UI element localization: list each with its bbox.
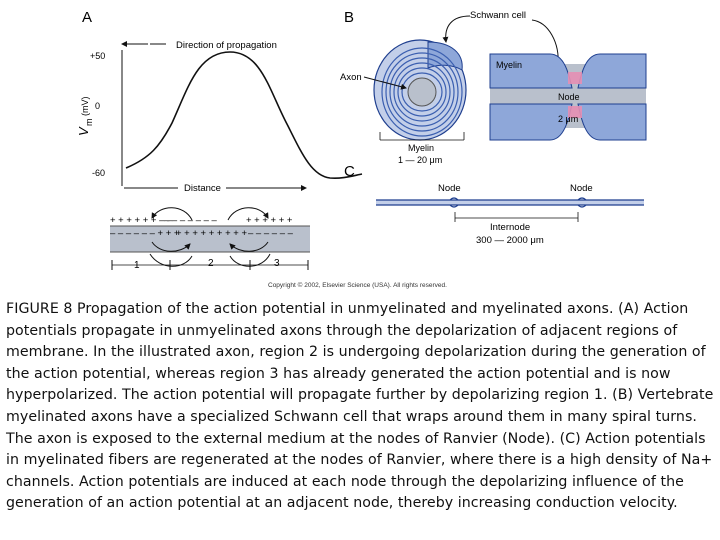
charges-outer-right: + + + + + + xyxy=(246,215,293,226)
copyright: Copyright © 2002, Elsevier Science (USA). All rights reserved. xyxy=(268,282,447,289)
schwann-arrow-left xyxy=(446,16,470,42)
charges-outer-left: + + + + + + – – xyxy=(110,215,173,226)
region-2: 2 xyxy=(208,258,214,269)
figure-svg xyxy=(76,8,648,293)
charges-inner-right: – – – – – – xyxy=(248,228,293,239)
myelin-size-label: 1 — 20 μm xyxy=(398,155,443,165)
y-axis-title xyxy=(76,97,94,137)
node-label: Node xyxy=(558,92,580,102)
myelinated-cross-section xyxy=(374,40,466,140)
y-axis-unit: (mV) xyxy=(80,96,90,116)
panel-b-label: B xyxy=(344,9,355,26)
charges-outer-mid: – – – – – – – xyxy=(164,215,217,226)
propagation-label: Direction of propagation xyxy=(176,40,277,51)
myelin-bottom-label: Myelin xyxy=(408,143,435,153)
y-axis-sub: m xyxy=(84,118,94,126)
panel-c-label: C xyxy=(344,163,355,180)
y-tick-plus50: +50 xyxy=(90,51,106,61)
figure-caption: FIGURE 8 Propagation of the action potential in unmyelinated and myelinated axons. (A) Action potentials propagate in unmyelinated axons through the depolarization of adjacent regions of membrane. In the illustrated axon, region 2 is undergoing depolarization during the generation of the action potential, whereas region 3 has already generated the action potential and is now hyperpolarized. The action potential will propagate further by depolarizing region 1. (B) Vertebrate myelinated axons have a specialized Schwann cell that wraps around them in many spiral turns. The axon is exposed to the external medium at the nodes of Ranvier (Node). (C) Action potentials in myelinated fibers are regenerated at the nodes of Ranvier, where there is a high density of Na+ channels. Action potentials are induced at each node through the depolarizing influence of the generation of an action potential at an adjacent node, thereby increasing conduction velocity. xyxy=(6,301,714,512)
internode-label: Internode xyxy=(490,222,531,233)
myelinated-fiber xyxy=(376,198,644,207)
current-loop-bottom-left xyxy=(150,254,192,266)
node-left-label: Node xyxy=(438,183,461,194)
internode-size-label: 300 — 2000 μm xyxy=(476,235,544,246)
y-axis-v: V xyxy=(76,127,91,136)
schwann-cell-label: Schwann cell xyxy=(470,10,526,21)
panel-a-label: A xyxy=(82,9,93,26)
figure-panels xyxy=(76,8,648,293)
myelin-top-label: Myelin xyxy=(496,60,523,70)
y-tick-0: 0 xyxy=(95,101,101,111)
axon-label: Axon xyxy=(340,72,362,83)
region-1: 1 xyxy=(134,260,140,271)
distance-label: Distance xyxy=(184,183,221,194)
region-3: 3 xyxy=(274,258,280,269)
action-potential-curve xyxy=(126,52,362,178)
y-tick-minus60: -60 xyxy=(92,168,106,178)
charges-inner-left: – – – – – – + + + xyxy=(110,228,180,239)
node-right-label: Node xyxy=(570,183,593,194)
scale-label: 2 μm xyxy=(558,114,579,124)
charges-inner-mid: + + + + + + + + + xyxy=(176,228,248,239)
